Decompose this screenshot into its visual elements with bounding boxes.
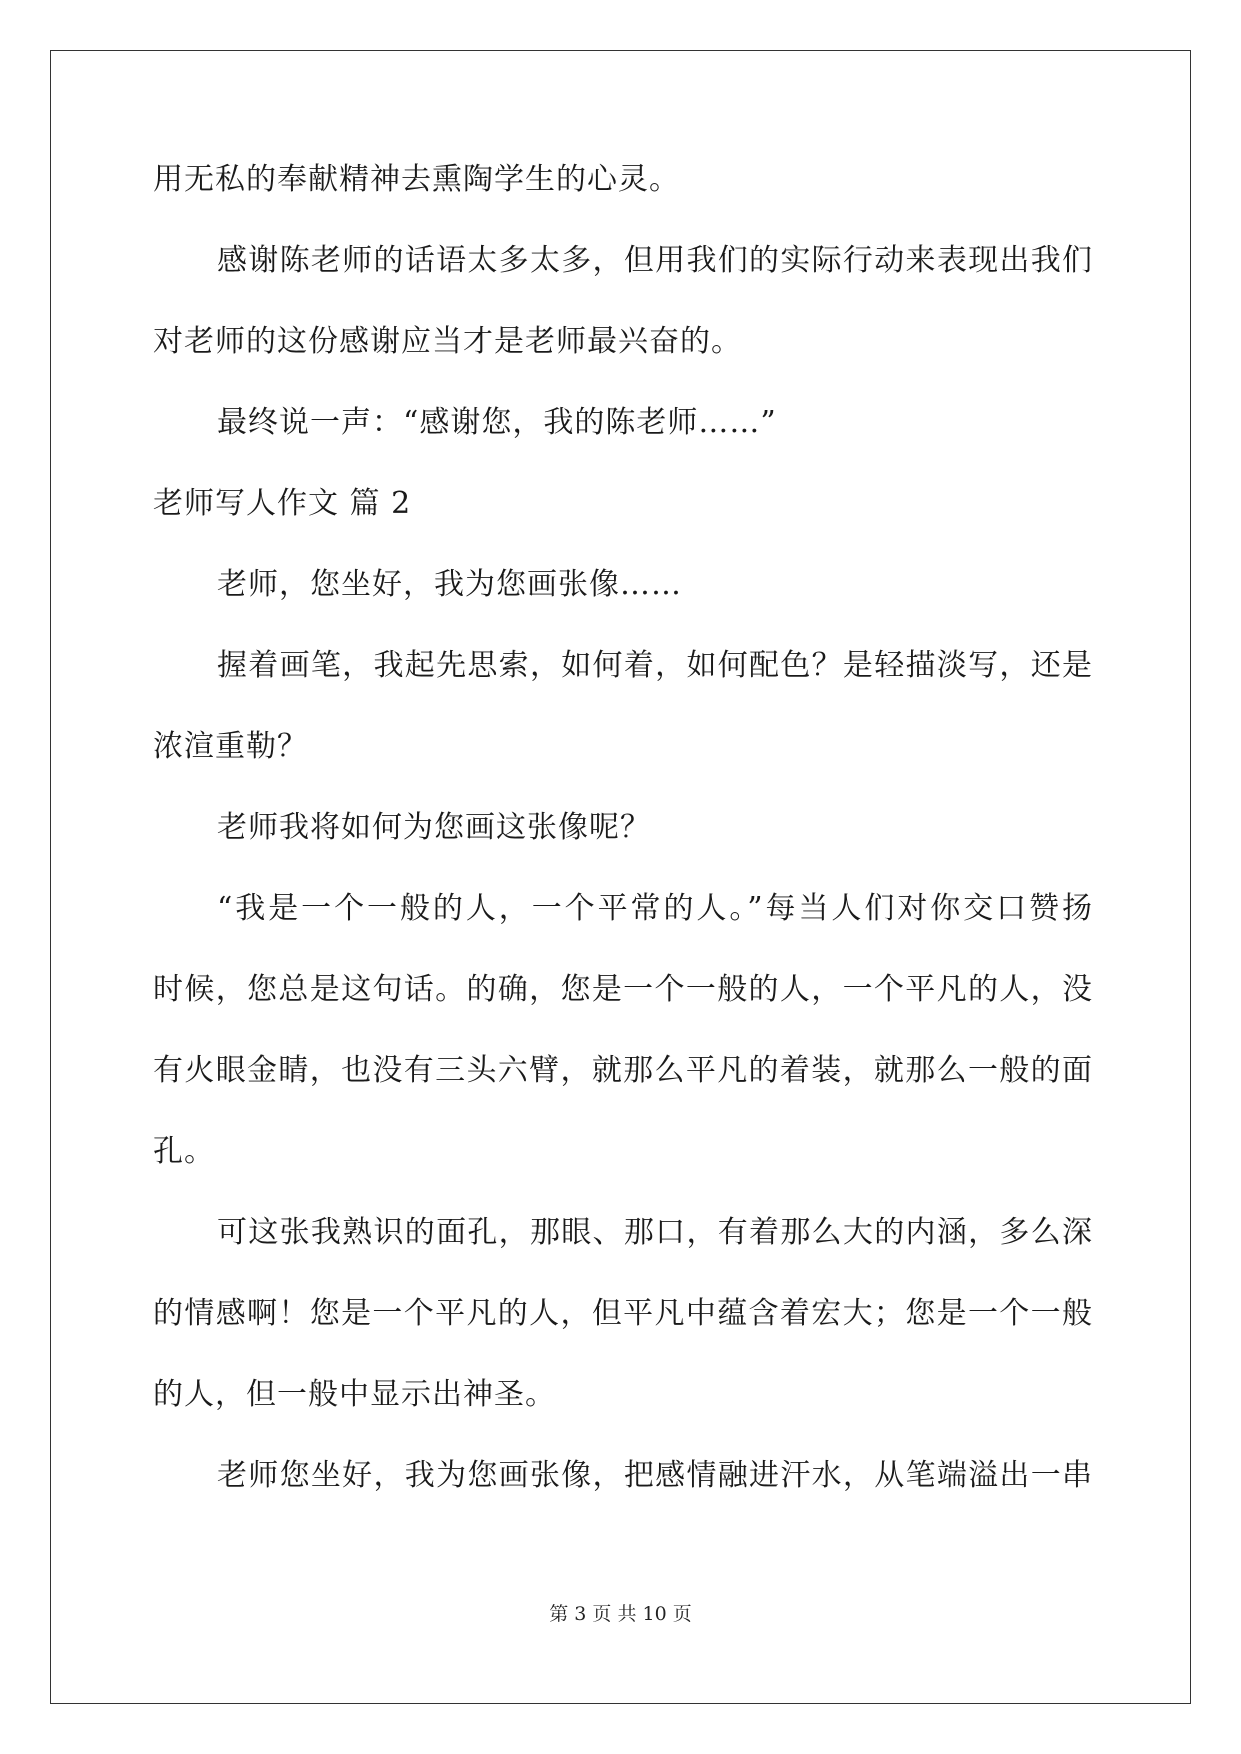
text-line: 的情感啊！您是一个平凡的人，但平凡中蕴含着宏大；您是一个一般 <box>153 1296 1093 1331</box>
text-line: 时候，您总是这句话。的确，您是一个一般的人，一个平凡的人，没 <box>153 972 1093 1007</box>
section-heading: 老师写人作文 篇 2 <box>153 486 412 521</box>
text-line: 的人，但一般中显示出神圣。 <box>153 1377 556 1412</box>
text-line: 老师您坐好，我为您画张像，把感情融进汗水，从笔端溢出一串 <box>217 1458 1093 1493</box>
text-line: 浓渲重勒？ <box>153 729 308 764</box>
text-line: 最终说一声：“感谢您，我的陈老师……” <box>217 405 777 440</box>
text-line: 感谢陈老师的话语太多太多，但用我们的实际行动来表现出我们 <box>217 243 1093 278</box>
text-line: 老师我将如何为您画这张像呢？ <box>217 810 651 845</box>
text-line: 握着画笔，我起先思索，如何着，如何配色？是轻描淡写，还是 <box>217 648 1093 683</box>
text-line: 孔。 <box>153 1134 215 1169</box>
text-line: 可这张我熟识的面孔，那眼、那口，有着那么大的内涵，多么深 <box>217 1215 1093 1250</box>
text-line: 对老师的这份感谢应当才是老师最兴奋的。 <box>153 324 742 359</box>
text-line: “我是一个一般的人，一个平常的人。”每当人们对你交口赞扬 <box>217 891 1093 926</box>
text-line: 用无私的奉献精神去熏陶学生的心灵。 <box>153 162 680 197</box>
page-number: 第 3 页 共 10 页 <box>549 1603 692 1625</box>
text-line: 有火眼金睛，也没有三头六臂，就那么平凡的着装，就那么一般的面 <box>153 1053 1093 1088</box>
text-line: 老师，您坐好，我为您画张像…… <box>217 567 682 602</box>
